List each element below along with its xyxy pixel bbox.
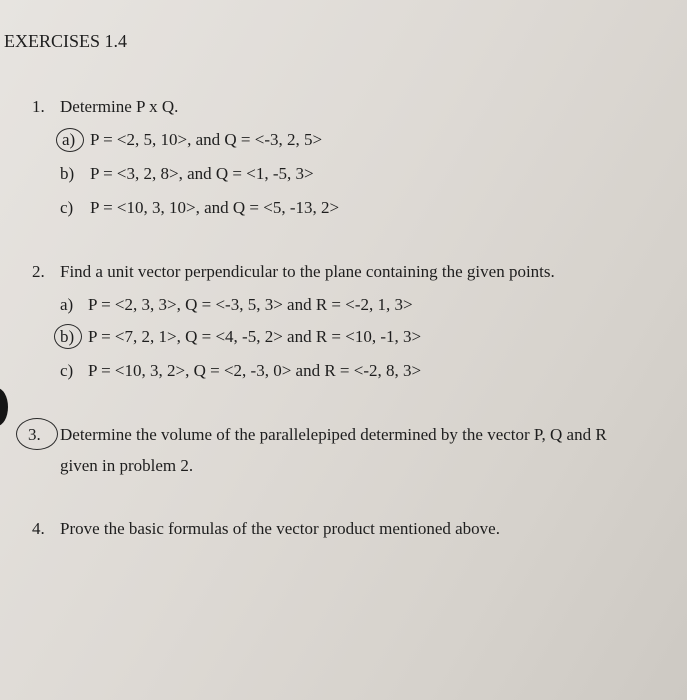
finger-shadow xyxy=(0,388,8,426)
problem-1c-text: P = <10, 3, 10>, and Q = <5, -13, 2> xyxy=(90,198,340,217)
section-title: EXERCISES 1.4 xyxy=(4,31,128,51)
problem-4-number: 4. xyxy=(32,519,45,538)
problem-2a-text: P = <2, 3, 3>, Q = <-3, 5, 3> and R = <-2, 1, 3> xyxy=(88,295,413,314)
problem-3-number: 3. xyxy=(28,425,41,444)
problem-3-line-2: given in problem 2. xyxy=(60,456,194,475)
problem-1b-label: b) xyxy=(60,164,75,183)
problem-2-number: 2. xyxy=(32,262,45,281)
problem-1-number: 1. xyxy=(32,97,45,116)
problem-4-text: Prove the basic formulas of the vector product mentioned above. xyxy=(60,519,500,538)
problem-2c-text: P = <10, 3, 2>, Q = <2, -3, 0> and R = <-2, 8, 3> xyxy=(88,361,422,380)
problem-1c-label: c) xyxy=(60,198,74,217)
problem-3-line-1: Determine the volume of the parallelepiped determined by the vector P, Q and R xyxy=(60,425,607,444)
problem-2b-text: P = <7, 2, 1>, Q = <4, -5, 2> and R = <10, -1, 3> xyxy=(88,327,422,346)
problem-2a-label: a) xyxy=(60,295,74,314)
problem-1-text: Determine P x Q. xyxy=(60,97,179,116)
problem-1a-text: P = <2, 5, 10>, and Q = <-3, 2, 5> xyxy=(90,130,323,149)
problem-2c-label: c) xyxy=(60,361,74,380)
problem-2b-label: b) xyxy=(60,327,75,346)
problem-1a-label: a) xyxy=(62,130,76,149)
problem-2-text: Find a unit vector perpendicular to the plane containing the given points. xyxy=(60,262,555,281)
problem-1b-text: P = <3, 2, 8>, and Q = <1, -5, 3> xyxy=(90,164,314,183)
